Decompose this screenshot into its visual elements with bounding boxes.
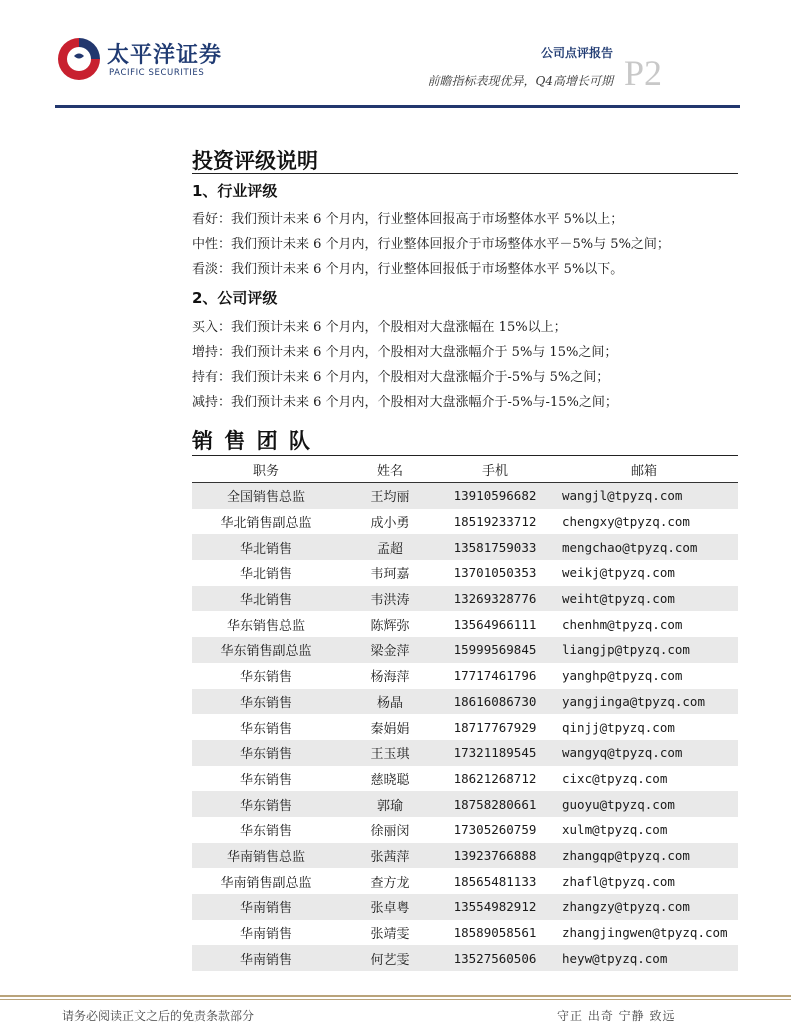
cell-name: 陈辉弥 <box>370 618 410 634</box>
pacific-securities-emblem-icon <box>55 34 103 84</box>
cell-name: 何艺雯 <box>340 945 440 971</box>
company-rating-line: 减持：我们预计未来 6 个月内，个股相对大盘涨幅介于-5%与-15%之间； <box>192 395 618 410</box>
cell-name: 徐丽闵 <box>370 824 410 840</box>
cell-position: 华南销售 <box>192 945 340 971</box>
table-row <box>192 637 738 663</box>
cell-email: wangyq@tpyzq.com <box>550 740 738 766</box>
industry-rating-line: 中性：我们预计未来 6 个月内，行业整体回报介于市场整体水平－5%与 5%之间； <box>192 237 670 252</box>
industry-rating-line: 看好：我们预计未来 6 个月内，行业整体回报高于市场整体水平 5%以上； <box>192 212 624 227</box>
logo-name-cn: 太平洋证券 <box>107 43 223 68</box>
column-header-email: 邮箱 <box>550 456 738 483</box>
table-row <box>192 817 738 843</box>
cell-position: 华南销售 <box>239 927 292 943</box>
cell-name: 郭瑜 <box>340 791 440 817</box>
cell-position: 全国销售总监 <box>192 483 340 509</box>
table-row <box>192 920 738 946</box>
cell-email: cixc@tpyzq.com <box>562 770 668 786</box>
cell-position: 华东销售 <box>192 740 340 766</box>
footer-motto: 守正 出奇 宁静 致远 <box>557 1009 676 1023</box>
cell-position: 华北销售 <box>239 567 292 583</box>
cell-position: 华北销售 <box>192 534 340 560</box>
company-rating-heading: 2、公司评级 <box>192 289 278 307</box>
footer-disclaimer: 请务必阅读正文之后的免责条款部分 <box>62 1009 255 1023</box>
cell-position: 华北销售副总监 <box>220 516 312 532</box>
cell-email: chengxy@tpyzq.com <box>562 514 690 530</box>
page-number: P2 <box>624 53 663 93</box>
company-rating-line: 买入：我们预计未来 6 个月内，个股相对大盘涨幅在 15%以上； <box>192 320 567 335</box>
cell-name: 张卓粤 <box>340 894 440 920</box>
column-header-name: 姓名 <box>340 456 440 483</box>
table-row <box>192 663 738 689</box>
cell-name: 杨晶 <box>340 689 440 715</box>
cell-phone: 17717461796 <box>453 668 537 684</box>
cell-name: 韦珂嘉 <box>370 567 410 583</box>
cell-email: zhangzy@tpyzq.com <box>550 894 738 920</box>
cell-email: wangjl@tpyzq.com <box>550 483 738 509</box>
cell-name: 张茜萍 <box>340 843 440 869</box>
cell-phone: 13910596682 <box>440 483 550 509</box>
table-row <box>192 945 738 971</box>
cell-email: weikj@tpyzq.com <box>562 565 675 581</box>
cell-position: 华北销售 <box>192 586 340 612</box>
cell-name: 杨海萍 <box>370 670 410 686</box>
footer-divider-thin <box>0 999 791 1000</box>
column-header-position: 职务 <box>192 456 340 483</box>
cell-position: 华东销售副总监 <box>192 637 340 663</box>
table-row <box>192 534 738 560</box>
cell-phone: 13923766888 <box>440 843 550 869</box>
table-row <box>192 894 738 920</box>
cell-email: mengchao@tpyzq.com <box>550 534 738 560</box>
cell-phone: 17321189545 <box>440 740 550 766</box>
logo-name-en: PACIFIC SECURITIES <box>109 68 205 78</box>
table-row <box>192 689 738 715</box>
header-divider <box>55 105 740 108</box>
sales-team-table <box>192 456 738 971</box>
report-subtitle: 前瞻指标表现优异，Q4高增长可期 <box>427 74 613 88</box>
cell-position: 华南销售总监 <box>192 843 340 869</box>
company-rating-line: 持有：我们预计未来 6 个月内，个股相对大盘涨幅介于-5%与 5%之间； <box>192 370 610 385</box>
cell-name: 王均丽 <box>340 483 440 509</box>
cell-position: 华南销售副总监 <box>220 875 312 891</box>
sales-team-title: 销 售 团 队 <box>192 428 312 453</box>
cell-email: guoyu@tpyzq.com <box>550 791 738 817</box>
cell-position: 华东销售 <box>239 772 292 788</box>
cell-name: 秦娟娟 <box>370 721 410 737</box>
table-row <box>192 868 738 894</box>
cell-phone: 13554982912 <box>440 894 550 920</box>
industry-rating-heading: 1、行业评级 <box>192 182 278 200</box>
cell-position: 华东销售 <box>192 689 340 715</box>
cell-position: 华南销售 <box>192 894 340 920</box>
company-logo <box>55 34 223 84</box>
table-row <box>192 791 738 817</box>
cell-email: zhangqp@tpyzq.com <box>550 843 738 869</box>
table-row <box>192 560 738 586</box>
cell-email: qinjj@tpyzq.com <box>562 719 675 735</box>
company-rating-line: 增持：我们预计未来 6 个月内，个股相对大盘涨幅介于 5%与 15%之间； <box>192 345 618 360</box>
table-row <box>192 740 738 766</box>
cell-name: 成小勇 <box>370 516 410 532</box>
cell-email: zhafl@tpyzq.com <box>562 873 675 889</box>
cell-name: 王玉琪 <box>340 740 440 766</box>
table-row <box>192 611 738 637</box>
table-row <box>192 843 738 869</box>
cell-phone: 18616086730 <box>440 689 550 715</box>
cell-name: 张靖雯 <box>370 927 410 943</box>
cell-phone: 18519233712 <box>453 514 537 530</box>
cell-phone: 13581759033 <box>440 534 550 560</box>
cell-phone: 17305260759 <box>453 822 537 838</box>
cell-email: xulm@tpyzq.com <box>562 822 668 838</box>
cell-email: yangjinga@tpyzq.com <box>550 689 738 715</box>
cell-position: 华东销售 <box>192 791 340 817</box>
cell-phone: 18758280661 <box>440 791 550 817</box>
cell-phone: 18717767929 <box>453 719 537 735</box>
cell-email: weiht@tpyzq.com <box>550 586 738 612</box>
rating-section-divider <box>192 173 738 174</box>
cell-phone: 13269328776 <box>440 586 550 612</box>
table-row <box>192 586 738 612</box>
cell-name: 韦洪涛 <box>340 586 440 612</box>
cell-email: zhangjingwen@tpyzq.com <box>562 925 728 941</box>
cell-position: 华东销售总监 <box>226 618 305 634</box>
cell-phone: 15999569845 <box>440 637 550 663</box>
cell-phone: 18621268712 <box>453 770 537 786</box>
table-row <box>192 483 738 509</box>
rating-section-title: 投资评级说明 <box>192 148 318 173</box>
cell-name: 慈晓聪 <box>370 772 410 788</box>
cell-email: yanghp@tpyzq.com <box>562 668 683 684</box>
table-row <box>192 766 738 792</box>
industry-rating-line: 看淡：我们预计未来 6 个月内，行业整体回报低于市场整体水平 5%以下。 <box>192 262 624 277</box>
column-header-phone: 手机 <box>440 456 550 483</box>
cell-email: chenhm@tpyzq.com <box>562 616 683 632</box>
cell-phone: 18589058561 <box>453 925 537 941</box>
cell-phone: 13527560506 <box>440 945 550 971</box>
table-header-row <box>192 456 738 483</box>
report-type: 公司点评报告 <box>540 46 613 60</box>
cell-position: 华东销售 <box>239 670 292 686</box>
cell-phone: 18565481133 <box>453 873 537 889</box>
cell-phone: 13564966111 <box>453 616 537 632</box>
cell-position: 华东销售 <box>239 824 292 840</box>
footer-divider <box>0 995 791 997</box>
cell-phone: 13701050353 <box>453 565 537 581</box>
table-row <box>192 714 738 740</box>
cell-name: 孟超 <box>340 534 440 560</box>
table-row <box>192 509 738 535</box>
cell-email: heyw@tpyzq.com <box>550 945 738 971</box>
cell-name: 梁金萍 <box>340 637 440 663</box>
cell-email: liangjp@tpyzq.com <box>550 637 738 663</box>
cell-name: 查方龙 <box>370 875 410 891</box>
cell-position: 华东销售 <box>239 721 292 737</box>
